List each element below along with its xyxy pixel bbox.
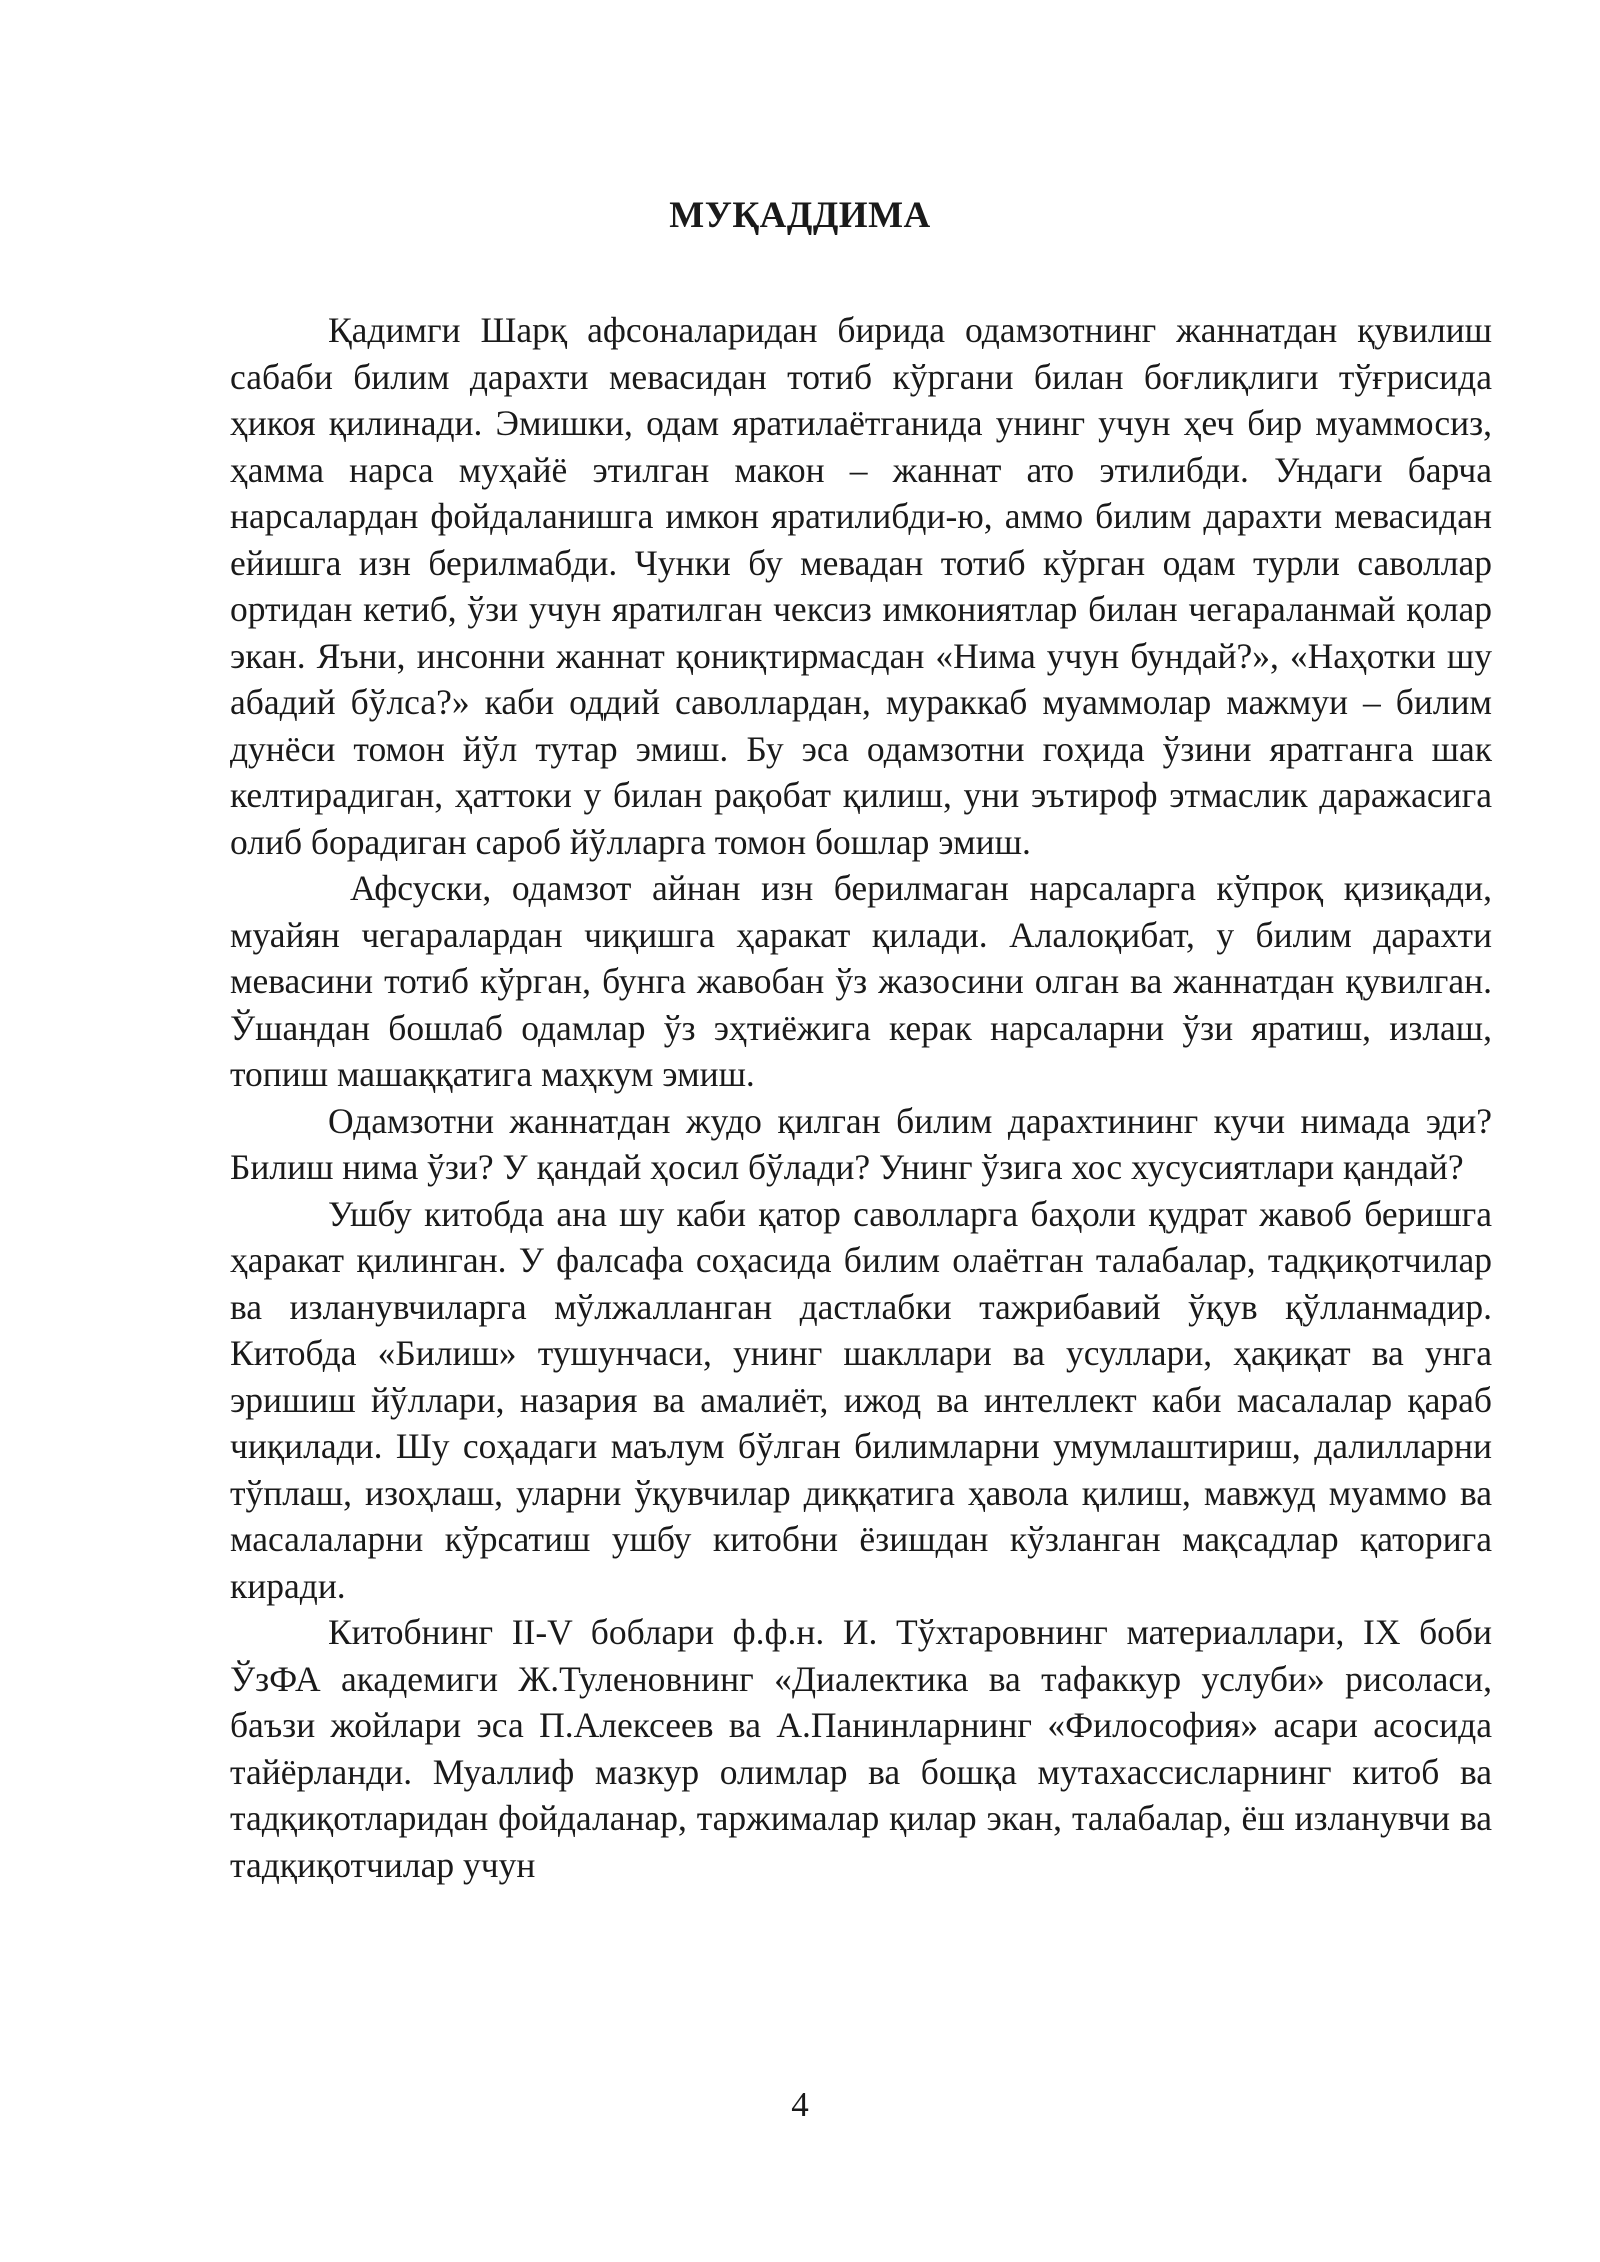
page-title: МУҚАДДИМА <box>669 195 931 236</box>
paragraph-1: Қадимги Шарқ афсоналаридан бирида одамзотнинг жаннатдан қувилиш сабаби билим дарахти мевасидан тотиб кўргани билан боғлиқлиги тўғрисида ҳикоя қилинади. Эмишки, одам яратилаётганида унинг учун ҳеч бир муаммосиз, ҳамма нарса муҳайё этилган макон – жаннат ато этилибди. Ундаги барча нарсалардан фойдаланишга имкон яратилибди-ю, аммо билим дарахти мевасидан ейишга изн берилмабди. Чунки бу мевадан тотиб кўрган одам турли саволлар ортидан кетиб, ўзи учун яратилган чексиз имкониятлар билан чегараланмай қолар экан. Яъни, инсонни жаннат қониқтирмасдан «Нима учун бундай?», «Наҳотки шу абадий бўлса?» каби оддий саволлардан, мураккаб муаммолар мажмуи – билим дунёси томон йўл тутар эмиш. Бу эса одамзотни гоҳида ўзини яратганга шак келтирадиган, ҳаттоки у билан рақобат қилиш, уни эътироф этмаслик даражасига олиб борадиган сароб йўлларга томон бошлар эмиш. <box>230 310 1492 862</box>
paragraph-4: Ушбу китобда ана шу каби қатор саволларга баҳоли қудрат жавоб беришга ҳаракат қилинган. У фалсафа соҳасида билим олаётган талабалар, тадқиқотчилар ва изланувчиларга мўлжалланган дастлабки тажрибавий ўқув қўлланмадир. Китобда «Билиш» тушунчаси, унинг шакллари ва усуллари, ҳақиқат ва унга эришиш йўллари, назария ва амалиёт, ижод ва интеллект каби масалалар қараб чиқилади. Шу соҳадаги маълум бўлган билимларни умумлаштириш, далилларни тўплаш, изоҳлаш, уларни ўқувчилар диққатига ҳавола қилиш, мавжуд муаммо ва масалаларни кўрсатиш ушбу китобни ёзишдан кўзланган мақсадлар қаторига киради. <box>230 1193 1492 1606</box>
page-number: 4 <box>791 2085 809 2124</box>
paragraph-3: Одамзотни жаннатдан жудо қилган билим дарахтининг кучи нимада эди? Билиш нима ўзи? У қандай ҳосил бўлади? Унинг ўзига хос хусусиятлари қандай? <box>230 1100 1492 1187</box>
body-text <box>230 307 1492 1888</box>
paragraph-5: Китобнинг II-V боблари ф.ф.н. И. Тўхтаровнинг материаллари, IX боби ЎзФА академиги Ж.Туленовнинг «Диалектика ва тафаккур услуби» рисоласи, баъзи жойлари эса П.Алексеев ва А.Панинларнинг «Философия» асари асосида тайёрланди. Муаллиф мазкур олимлар ва бошқа мутахассисларнинг китоб ва тадқиқотларидан фойдаланар, таржималар қилар экан, талабалар, ёш изланувчи ва тадқиқотчилар учун <box>230 1612 1492 1885</box>
paragraph-2: Афсуски, одамзот айнан изн берилмаган нарсаларга кўпроқ қизиқади, муайян чегаралардан чиқишга ҳаракат қилади. Алалоқибат, у билим дарахти мевасини тотиб кўрган, бунга жавобан ўз жазосини олган ва жаннатдан қувилган. Ўшандан бошлаб одамлар ўз эҳтиёжига керак нарсаларни ўзи яратиш, излаш, топиш машаққатига маҳкум эмиш. <box>230 868 1492 1094</box>
